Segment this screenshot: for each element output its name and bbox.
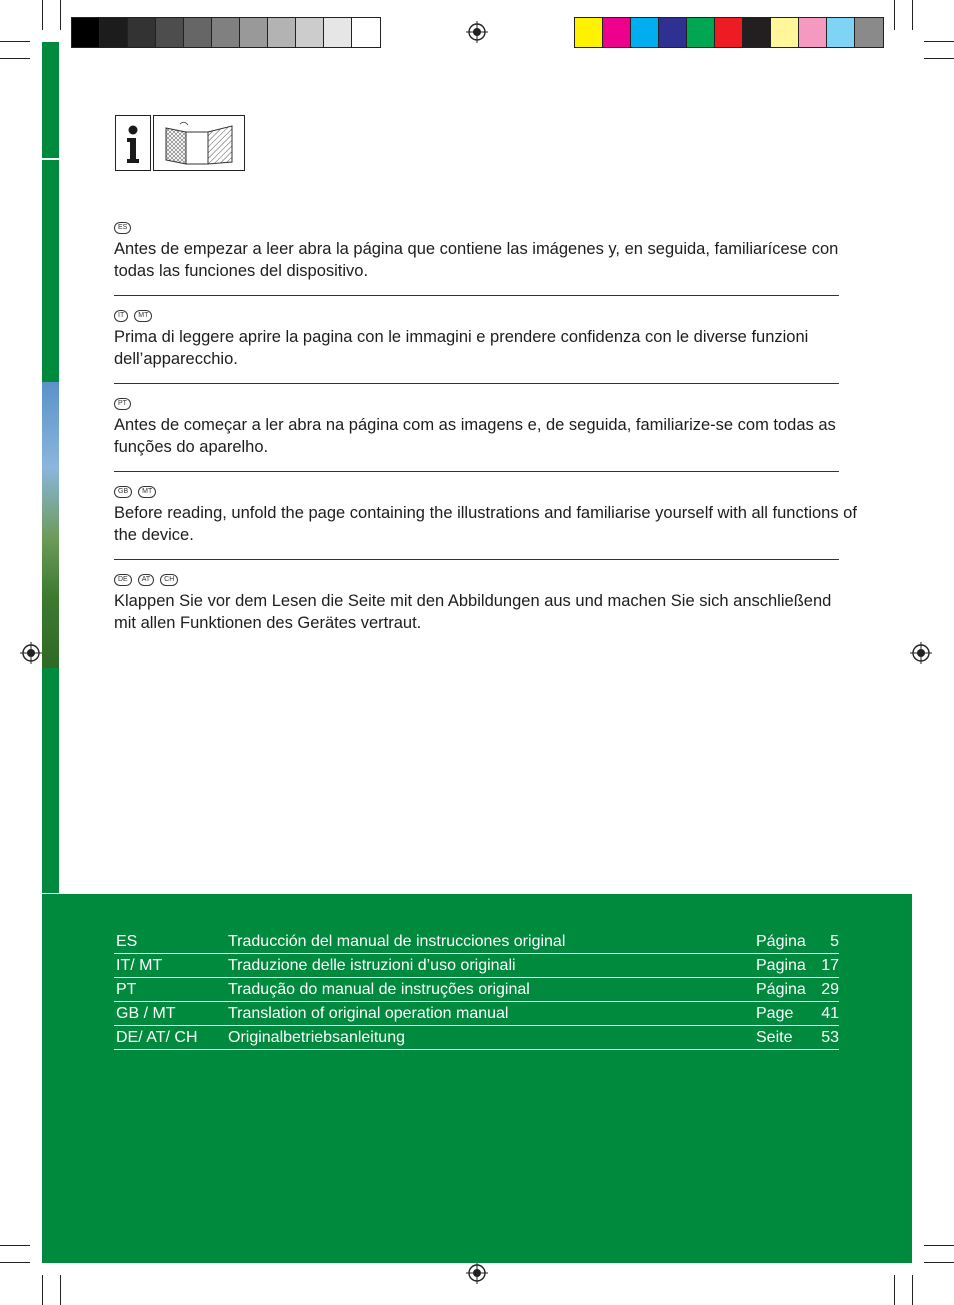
color-swatch — [352, 18, 380, 47]
color-swatch — [72, 18, 100, 47]
registration-mark-icon — [466, 21, 488, 43]
language-badge: MT — [134, 310, 152, 322]
color-swatch — [771, 18, 799, 47]
divider — [114, 383, 839, 384]
color-swatch — [855, 18, 883, 47]
toc-page-number: 53 — [821, 1029, 839, 1046]
color-swatch — [156, 18, 184, 47]
crop-mark — [42, 1275, 43, 1305]
crop-mark — [42, 0, 43, 30]
notice-text: Antes de começar a ler abra na página com as imagens e, de seguida, familiarize-se com todas as funções do aparelho. — [114, 416, 836, 456]
cover-edge-strip — [42, 668, 59, 893]
toc-page-label: Página — [756, 981, 806, 998]
language-badge: GB — [114, 486, 132, 498]
crop-mark — [60, 1275, 61, 1305]
crop-mark — [0, 1245, 30, 1246]
language-badge: ES — [114, 222, 131, 234]
language-badge: AT — [138, 574, 154, 586]
color-swatch — [827, 18, 855, 47]
toc-language: PT — [116, 981, 137, 998]
notice-de-at-ch — [114, 574, 864, 634]
notice-gb-mt — [114, 486, 864, 546]
color-swatch — [184, 18, 212, 47]
toc-page-label: Página — [756, 933, 806, 950]
crop-mark — [912, 1275, 913, 1305]
toc-title: Tradução do manual de instruções original — [228, 981, 530, 998]
crop-mark — [0, 58, 30, 59]
toc-row-it-mt[interactable] — [114, 954, 839, 978]
notice-pt — [114, 398, 864, 458]
divider — [114, 559, 839, 560]
color-swatch — [575, 18, 603, 47]
toc-page-number: 5 — [830, 933, 839, 950]
toc-page-number: 17 — [821, 957, 839, 974]
notice-text: Prima di leggere aprire la pagina con le immagini e prendere confidenza con le diverse funzioni dell’apparecchio. — [114, 328, 809, 368]
notice-text: Klappen Sie vor dem Lesen die Seite mit den Abbildungen aus und machen Sie sich anschließend mit allen Funktionen des Gerätes vertraut. — [114, 592, 832, 632]
color-swatch — [631, 18, 659, 47]
language-badge: MT — [138, 486, 156, 498]
toc-page-label: Pagina — [756, 957, 806, 974]
color-swatch — [240, 18, 268, 47]
crop-mark — [924, 1262, 954, 1263]
color-swatch — [324, 18, 352, 47]
table-of-contents — [114, 930, 839, 1050]
notice-es — [114, 222, 864, 282]
language-badge: CH — [160, 574, 178, 586]
color-swatch — [743, 18, 771, 47]
crop-mark — [894, 1275, 895, 1305]
toc-page-label: Seite — [756, 1029, 793, 1046]
color-swatch — [799, 18, 827, 47]
toc-page-number: 29 — [821, 981, 839, 998]
notice-text: Antes de empezar a leer abra la página que contiene las imágenes y, en seguida, familiarícese con todas las funciones del dispositivo. — [114, 240, 839, 280]
toc-language: GB / MT — [116, 1005, 176, 1022]
fold-out-page-icon — [153, 115, 245, 171]
info-icon — [115, 115, 151, 171]
language-badge: DE — [114, 574, 132, 586]
toc-page-label: Page — [756, 1005, 794, 1022]
toc-row-es[interactable] — [114, 930, 839, 954]
crop-mark — [924, 1245, 954, 1246]
toc-row-pt[interactable] — [114, 978, 839, 1002]
color-swatch — [296, 18, 324, 47]
toc-title: Originalbetriebsanleitung — [228, 1029, 405, 1046]
notice-text: Before reading, unfold the page containing the illustrations and familiarise yourself with all functions of the device. — [114, 504, 857, 544]
color-swatch — [659, 18, 687, 47]
color-swatch — [603, 18, 631, 47]
toc-row-gb-mt[interactable] — [114, 1002, 839, 1026]
toc-page-number: 41 — [821, 1005, 839, 1022]
toc-title: Translation of original operation manual — [228, 1005, 509, 1022]
process-color-bar — [574, 17, 884, 48]
crop-mark — [0, 1262, 30, 1263]
crop-mark — [924, 41, 954, 42]
divider — [114, 295, 839, 296]
color-swatch — [100, 18, 128, 47]
crop-mark — [0, 41, 30, 42]
color-swatch — [212, 18, 240, 47]
color-swatch — [128, 18, 156, 47]
toc-language: IT/ MT — [116, 957, 163, 974]
toc-language: DE/ AT/ CH — [116, 1029, 198, 1046]
crop-mark — [60, 0, 61, 30]
language-badge: IT — [114, 310, 128, 322]
registration-mark-icon — [20, 642, 42, 664]
color-swatch — [268, 18, 296, 47]
toc-title: Traducción del manual de instrucciones original — [228, 933, 566, 950]
notice-it-mt — [114, 310, 864, 370]
crop-mark — [924, 58, 954, 59]
toc-row-de-at-ch[interactable] — [114, 1026, 839, 1050]
language-badge: PT — [114, 398, 131, 410]
registration-mark-icon — [910, 642, 932, 664]
gray-scale-bar — [71, 17, 381, 48]
color-swatch — [687, 18, 715, 47]
toc-language: ES — [116, 933, 138, 950]
divider — [114, 471, 839, 472]
crop-mark — [912, 0, 913, 30]
cover-edge-strip — [42, 160, 59, 382]
cover-photo-edge — [42, 382, 59, 668]
color-swatch — [715, 18, 743, 47]
toc-title: Traduzione delle istruzioni d’uso originali — [228, 957, 516, 974]
crop-mark — [894, 0, 895, 30]
registration-mark-icon — [466, 1262, 488, 1284]
cover-edge-strip — [42, 42, 59, 158]
